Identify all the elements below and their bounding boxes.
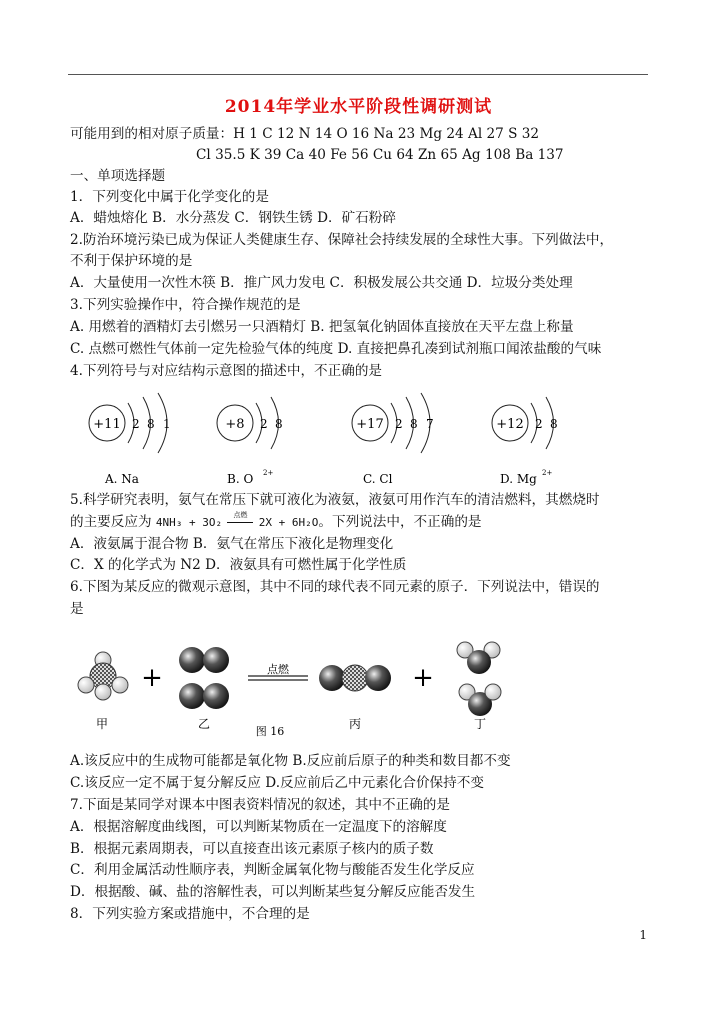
q7-option-b: B．根据元素周期表，可以直接查出该元素原子核内的质子数 — [70, 841, 434, 857]
equation-left: 4NH₃ + 3O₂ — [155, 516, 223, 529]
svg-text:2: 2 — [260, 417, 268, 431]
molecule-ding — [457, 642, 501, 716]
q2-options: A．大量使用一次性木筷 B．推广风力发电 C．积极发展公共交通 D．垃圾分类处理 — [70, 275, 573, 291]
q8-stem: 8．下列实验方案或措施中，不合理的是 — [70, 906, 310, 922]
nucleus-label: +11 — [93, 417, 121, 432]
q3-options-2: C. 点燃可燃性气体前一定先检验气体的纯度 D. 直接把鼻孔凑到试剂瓶口闻浓盐酸的气味 — [70, 341, 602, 357]
header-rule — [68, 74, 648, 75]
q1-options: A．蜡烛熔化 B．水分蒸发 C．钢铁生锈 D．矿石粉碎 — [70, 210, 396, 226]
q6-stem-2: 是 — [70, 601, 84, 617]
svg-text:7: 7 — [426, 417, 434, 431]
molecule-bing — [319, 665, 391, 691]
molecule-label: 丁 — [473, 717, 487, 731]
svg-text:1: 1 — [163, 417, 171, 431]
svg-text:2: 2 — [132, 417, 140, 431]
svg-text:+8: +8 — [225, 417, 245, 432]
equation-condition: 点燃 — [226, 513, 254, 532]
atom-diagram-o — [217, 397, 283, 486]
q7-option-a: A．根据溶解度曲线图，可以判断某物质在一定温度下的溶解度 — [70, 819, 447, 835]
q3-options-1: A. 用燃着的酒精灯去引燃另一只酒精灯 B. 把氢氧化钠固体直接放在天平左盘上称量 — [70, 319, 574, 335]
q7-option-c: C．利用金属活动性顺序表，判断金属氧化物与酸能否发生化学反应 — [70, 862, 475, 878]
q4-atom-structure-figure — [80, 385, 580, 495]
q4-stem: 4.下列符号与对应结构示意图的描述中，不正确的是 — [70, 363, 383, 379]
svg-text:2+: 2+ — [263, 469, 274, 477]
svg-text:8: 8 — [147, 417, 155, 431]
atom-caption: B. O — [227, 472, 254, 486]
q5-stem-1: 5.科学研究表明，氨气在常压下就可液化为液氨，液氨可用作汽车的清洁燃料，其燃烧时 — [70, 492, 600, 508]
svg-text:2+: 2+ — [542, 469, 553, 477]
section-heading: 一、单项选择题 — [70, 168, 166, 184]
q7-option-d: D．根据酸、碱、盐的溶解性表，可以判断某些复分解反应能否发生 — [70, 884, 476, 900]
q5-stem-2: 的主要反应为 4NH₃ + 3O₂ 点燃 2X + 6H₂O。下列说法中，不正确的是 — [70, 511, 482, 530]
atom-diagram-na — [89, 393, 171, 486]
q6-options-1: A.该反应中的生成物可能都是氧化物 B.反应前后原子的种类和数目都不变 — [70, 753, 511, 769]
q6-reaction-figure — [70, 630, 550, 748]
figure-number: 图 16 — [255, 725, 285, 738]
q2-stem-1: 2.防治环境污染已成为保证人类健康生存、保障社会持续发展的全球性大事。下列做法中， — [70, 232, 614, 248]
reaction-condition: 点燃 — [267, 663, 289, 676]
plus-sign: + — [141, 663, 163, 693]
q1-stem: 1．下列变化中属于化学变化的是 — [70, 189, 269, 205]
plus-sign: + — [412, 663, 434, 693]
q5-options-1: A．液氨属于混合物 B．氨气在常压下液化是物理变化 — [70, 536, 394, 552]
q2-stem-2: 不利于保护环境的是 — [70, 253, 193, 269]
q6-stem-1: 6.下图为某反应的微观示意图，其中不同的球代表不同元素的原子．下列说法中，错误的 — [70, 579, 600, 595]
svg-text:8: 8 — [550, 417, 558, 431]
molecule-label: 乙 — [197, 717, 211, 731]
molecule-label: 丙 — [348, 717, 362, 731]
atom-caption: A. Na — [105, 472, 139, 486]
equation-right: 2X + 6H₂O — [258, 516, 319, 529]
atom-caption: D. Mg — [500, 472, 537, 486]
svg-text:2: 2 — [395, 417, 403, 431]
atom-caption: C. Cl — [363, 472, 393, 486]
page-number: 1 — [639, 928, 647, 942]
q6-options-2: C.该反应一定不属于复分解反应 D.反应前后乙中元素化合价保持不变 — [70, 775, 484, 791]
atomic-mass-line-2: Cl 35.5 K 39 Ca 40 Fe 56 Cu 64 Zn 65 Ag 108 Ba 137 — [196, 147, 564, 163]
q3-stem: 3.下列实验操作中，符合操作规范的是 — [70, 297, 301, 313]
svg-text:+12: +12 — [496, 417, 524, 432]
q5-options-2: C．X 的化学式为 N2 D．液氨具有可燃性属于化学性质 — [70, 557, 407, 573]
svg-text:+17: +17 — [356, 417, 384, 432]
molecule-yi — [179, 647, 229, 709]
reaction-arrow — [248, 662, 308, 680]
svg-text:8: 8 — [275, 417, 283, 431]
svg-text:2: 2 — [535, 417, 543, 431]
svg-text:8: 8 — [410, 417, 418, 431]
q7-stem: 7.下面是某同学对课本中图表资料情况的叙述，其中不正确的是 — [70, 797, 450, 813]
atom-diagram-mg — [492, 397, 558, 486]
atom-diagram-cl — [352, 393, 434, 486]
page-title: 2014年学业水平阶段性调研测试 — [224, 97, 493, 117]
molecule-jia — [78, 652, 128, 700]
molecule-label: 甲 — [95, 717, 109, 731]
atomic-mass-line-1: 可能用到的相对原子质量：H 1 C 12 N 14 O 16 Na 23 Mg 24 Al 27 S 32 — [70, 126, 540, 142]
